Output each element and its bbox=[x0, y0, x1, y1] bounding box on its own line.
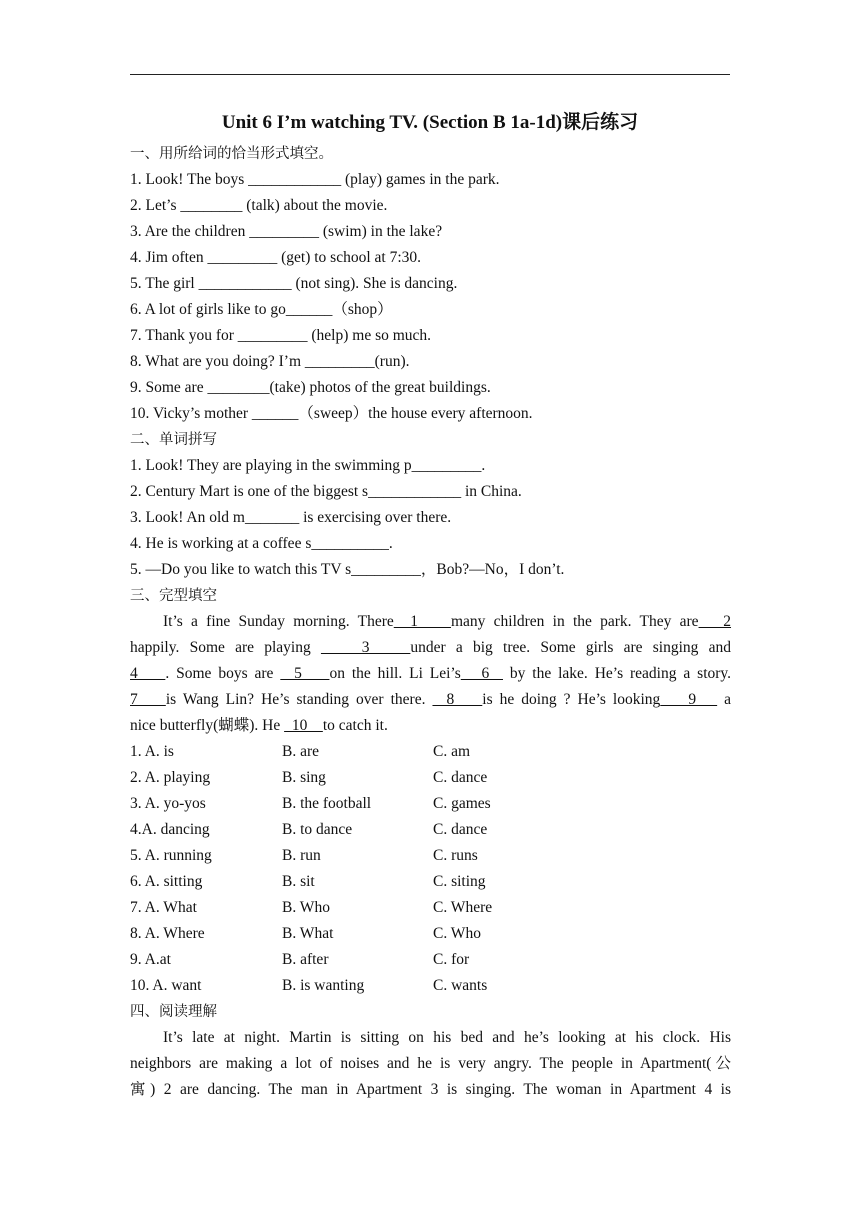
option-6-c: C. siting bbox=[433, 873, 486, 890]
spell-item-1: 1. Look! They are playing in the swimming p_________. bbox=[130, 457, 486, 474]
cloze-line-4: 7 is Wang Lin? He’s standing over there. 8 is he doing ? He’s looking 9 a bbox=[130, 691, 732, 708]
option-3-c: C. games bbox=[433, 795, 491, 812]
option-4-c: C. dance bbox=[433, 821, 488, 838]
cloze-line-5: nice butterfly(蝴蝶). He 10 to catch it. bbox=[130, 717, 388, 734]
blank-10: 10 bbox=[284, 717, 323, 734]
fill-item-3: 3. Are the children _________ (swim) in the lake? bbox=[130, 223, 443, 240]
option-7-b: B. Who bbox=[282, 899, 330, 916]
fill-item-8: 8. What are you doing? I’m _________(run). bbox=[130, 353, 410, 370]
worksheet-title: Unit 6 I’m watching TV. (Section B 1a-1d)课后练习 bbox=[221, 112, 639, 133]
blank-2: 2 bbox=[698, 613, 732, 630]
option-9-b: B. after bbox=[282, 951, 329, 968]
option-4-a: 4.A. dancing bbox=[130, 821, 210, 838]
option-8-c: C. Who bbox=[433, 925, 481, 942]
reading-line-1: It’s late at night. Martin is sitting on his bed and he’s looking at his clock. His bbox=[163, 1029, 731, 1046]
fill-item-1: 1. Look! The boys ____________ (play) games in the park. bbox=[130, 171, 500, 188]
section-1-heading: 一、用所给词的恰当形式填空。 bbox=[130, 146, 333, 162]
option-8-b: B. What bbox=[282, 925, 334, 942]
fill-item-7: 7. Thank you for _________ (help) me so much. bbox=[130, 327, 432, 344]
option-9-c: C. for bbox=[433, 951, 470, 968]
option-5-b: B. run bbox=[282, 847, 321, 864]
reading-line-2: neighbors are making a lot of noises and he is very angry. The people in Apartment(公 bbox=[130, 1055, 731, 1072]
section-2-heading: 二、单词拼写 bbox=[130, 432, 217, 448]
blank-5: 5 bbox=[280, 665, 330, 682]
option-7-c: C. Where bbox=[433, 899, 493, 916]
fill-item-6: 6. A lot of girls like to go______（shop） bbox=[130, 301, 393, 318]
blank-1: 1 bbox=[393, 613, 451, 630]
spell-item-3: 3. Look! An old m_______ is exercising over there. bbox=[130, 509, 452, 526]
cloze-line-3: 4 . Some boys are 5 on the hill. Li Lei’s 6 by the lake. He’s reading a story. bbox=[130, 665, 732, 682]
option-1-c: C. am bbox=[433, 743, 471, 760]
fill-item-2: 2. Let’s ________ (talk) about the movie. bbox=[130, 197, 388, 214]
reading-line-3: 寓) 2 are dancing. The man in Apartment 3 is singing. The woman in Apartment 4 is bbox=[130, 1081, 731, 1098]
option-2-a: 2. A. playing bbox=[130, 769, 211, 786]
option-7-a: 7. A. What bbox=[130, 899, 197, 916]
fill-item-4: 4. Jim often _________ (get) to school at 7:30. bbox=[130, 249, 422, 266]
blank-8: 8 bbox=[432, 691, 483, 708]
option-8-a: 8. A. Where bbox=[130, 925, 205, 942]
header-rule bbox=[130, 74, 730, 75]
blank-9: 9 bbox=[660, 691, 718, 708]
blank-7: 7 bbox=[130, 691, 166, 708]
option-1-a: 1. A. is bbox=[130, 743, 174, 760]
fill-item-5: 5. The girl ____________ (not sing). She is dancing. bbox=[130, 275, 458, 292]
spell-item-4: 4. He is working at a coffee s__________. bbox=[130, 535, 393, 552]
cloze-line-2: happily. Some are playing 3 under a big tree. Some girls are singing and bbox=[130, 639, 732, 656]
fill-item-9: 9. Some are ________(take) photos of the great buildings. bbox=[130, 379, 491, 396]
option-5-a: 5. A. running bbox=[130, 847, 212, 864]
option-5-c: C. runs bbox=[433, 847, 478, 864]
option-6-a: 6. A. sitting bbox=[130, 873, 203, 890]
cloze-line-1: It’s a fine Sunday morning. There 1 many children in the park. They are 2 bbox=[163, 613, 732, 630]
option-9-a: 9. A.at bbox=[130, 951, 171, 968]
blank-6: 6 bbox=[460, 665, 503, 682]
spell-item-5: 5. —Do you like to watch this TV s_________，Bob?—No，I don’t. bbox=[130, 561, 565, 578]
section-3-heading: 三、完型填空 bbox=[130, 588, 217, 604]
fill-item-10: 10. Vicky’s mother ______（sweep）the house every afternoon. bbox=[130, 405, 533, 422]
option-3-b: B. the football bbox=[282, 795, 372, 812]
option-10-b: B. is wanting bbox=[282, 977, 365, 994]
option-2-b: B. sing bbox=[282, 769, 326, 786]
blank-4: 4 bbox=[130, 665, 166, 682]
spell-item-2: 2. Century Mart is one of the biggest s____________ in China. bbox=[130, 483, 522, 500]
option-10-a: 10. A. want bbox=[130, 977, 202, 994]
option-4-b: B. to dance bbox=[282, 821, 353, 838]
option-2-c: C. dance bbox=[433, 769, 488, 786]
option-6-b: B. sit bbox=[282, 873, 315, 890]
section-4-heading: 四、阅读理解 bbox=[130, 1004, 217, 1020]
option-3-a: 3. A. yo-yos bbox=[130, 795, 206, 812]
blank-3: 3 bbox=[320, 639, 411, 656]
option-10-c: C. wants bbox=[433, 977, 488, 994]
option-1-b: B. are bbox=[282, 743, 320, 760]
